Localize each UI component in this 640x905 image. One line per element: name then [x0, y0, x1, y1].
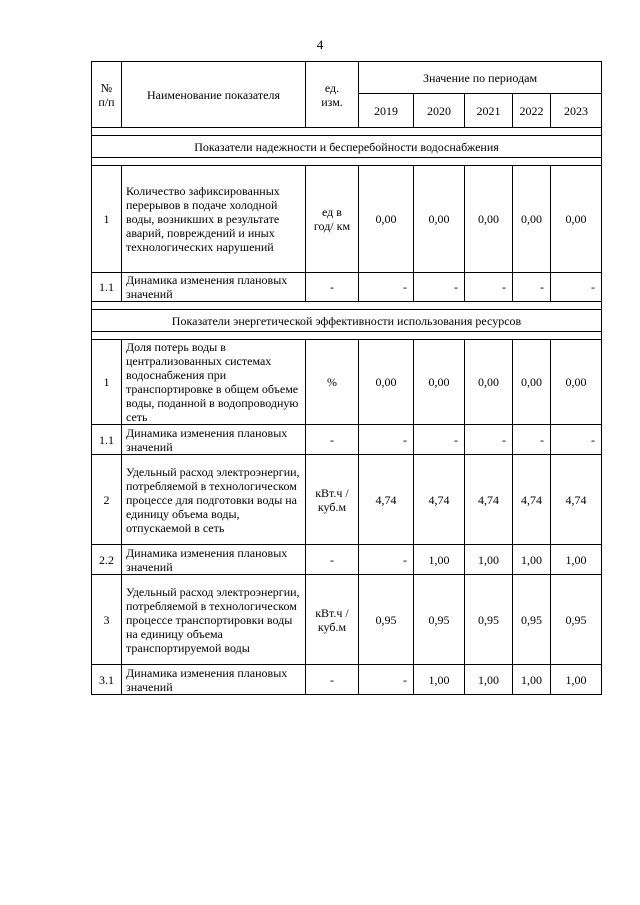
value-2023: - — [551, 425, 602, 455]
value-2020: - — [414, 425, 465, 455]
value-2022: 1,00 — [513, 665, 551, 695]
table-row — [92, 166, 602, 273]
table-row — [92, 455, 602, 545]
row-name: Динамика изменения плановых значений — [122, 425, 306, 455]
row-name: Количество зафиксированных перерывов в подаче холодной воды, возникших в результате аварий, повреждений и иных технологических нарушений — [122, 166, 306, 273]
section-spacer — [92, 332, 602, 340]
value-2020: 1,00 — [414, 545, 465, 575]
row-name: Динамика изменения плановых значений — [122, 545, 306, 575]
row-unit: кВт.ч / куб.м — [306, 575, 359, 665]
row-name: Динамика изменения плановых значений — [122, 273, 306, 302]
table-row — [92, 665, 602, 695]
value-2021: 1,00 — [465, 665, 513, 695]
table-row — [92, 340, 602, 425]
row-name: Доля потерь воды в централизованных системах водоснабжения при транспортировке в общем объеме воды, поданной в водопроводную сеть — [122, 340, 306, 425]
value-2020: 4,74 — [414, 455, 465, 545]
value-2021: - — [465, 425, 513, 455]
section-spacer — [92, 302, 602, 310]
value-2022: - — [513, 273, 551, 302]
row-unit: - — [306, 425, 359, 455]
row-name: Удельный расход электроэнергии, потребляемой в технологическом процессе транспортировки воды на единицу объема транспортируемой воды — [122, 575, 306, 665]
row-num: 2.2 — [92, 545, 122, 575]
indicators-table — [91, 61, 602, 695]
row-unit: - — [306, 665, 359, 695]
value-2021: 0,95 — [465, 575, 513, 665]
value-2023: 4,74 — [551, 455, 602, 545]
header-row-top — [92, 62, 602, 94]
value-2020: 0,95 — [414, 575, 465, 665]
value-2021: - — [465, 273, 513, 302]
row-num: 1.1 — [92, 425, 122, 455]
section-title: Показатели энергетической эффективности использования ресурсов — [92, 310, 602, 332]
value-2019: 0,95 — [359, 575, 414, 665]
header-name: Наименование показателя — [122, 62, 306, 128]
section-title-row — [92, 310, 602, 332]
value-2021: 4,74 — [465, 455, 513, 545]
row-num: 3 — [92, 575, 122, 665]
value-2023: 1,00 — [551, 665, 602, 695]
table-row — [92, 575, 602, 665]
header-periods: Значение по периодам — [359, 62, 602, 94]
value-2021: 0,00 — [465, 340, 513, 425]
value-2019: 0,00 — [359, 340, 414, 425]
value-2022: 4,74 — [513, 455, 551, 545]
value-2023: 0,00 — [551, 340, 602, 425]
year-2022: 2022 — [513, 94, 551, 128]
value-2023: 0,00 — [551, 166, 602, 273]
value-2020: 1,00 — [414, 665, 465, 695]
section-spacer — [92, 158, 602, 166]
row-unit: % — [306, 340, 359, 425]
table-row — [92, 545, 602, 575]
table-row — [92, 425, 602, 455]
value-2019: - — [359, 273, 414, 302]
value-2023: - — [551, 273, 602, 302]
section-spacer — [92, 128, 602, 136]
row-unit: ед в год/ км — [306, 166, 359, 273]
year-2021: 2021 — [465, 94, 513, 128]
value-2023: 0,95 — [551, 575, 602, 665]
value-2022: 0,95 — [513, 575, 551, 665]
spacer-cell — [92, 302, 602, 310]
spacer-cell — [92, 158, 602, 166]
value-2019: - — [359, 545, 414, 575]
row-name: Динамика изменения плановых значений — [122, 665, 306, 695]
section-title: Показатели надежности и бесперебойности водоснабжения — [92, 136, 602, 158]
value-2022: 1,00 — [513, 545, 551, 575]
value-2019: - — [359, 425, 414, 455]
value-2021: 0,00 — [465, 166, 513, 273]
value-2019: 0,00 — [359, 166, 414, 273]
spacer-cell — [92, 332, 602, 340]
value-2020: - — [414, 273, 465, 302]
year-2019: 2019 — [359, 94, 414, 128]
value-2023: 1,00 — [551, 545, 602, 575]
page-number: 4 — [316, 37, 324, 52]
row-num: 2 — [92, 455, 122, 545]
value-2020: 0,00 — [414, 166, 465, 273]
value-2021: 1,00 — [465, 545, 513, 575]
row-num: 1 — [92, 166, 122, 273]
table-row — [92, 273, 602, 302]
row-unit: - — [306, 545, 359, 575]
value-2022: 0,00 — [513, 166, 551, 273]
value-2019: - — [359, 665, 414, 695]
header-unit: ед. изм. — [306, 62, 359, 128]
value-2020: 0,00 — [414, 340, 465, 425]
value-2022: 0,00 — [513, 340, 551, 425]
spacer-cell — [92, 128, 602, 136]
value-2019: 4,74 — [359, 455, 414, 545]
section-title-row — [92, 136, 602, 158]
row-unit: - — [306, 273, 359, 302]
header-num: № п/п — [92, 62, 122, 128]
row-name: Удельный расход электроэнергии, потребляемой в технологическом процессе для подготовки воды на единицу объема воды, отпускаемой в сеть — [122, 455, 306, 545]
row-num: 3.1 — [92, 665, 122, 695]
year-2020: 2020 — [414, 94, 465, 128]
year-2023: 2023 — [551, 94, 602, 128]
value-2022: - — [513, 425, 551, 455]
row-num: 1 — [92, 340, 122, 425]
row-num: 1.1 — [92, 273, 122, 302]
row-unit: кВт.ч / куб.м — [306, 455, 359, 545]
